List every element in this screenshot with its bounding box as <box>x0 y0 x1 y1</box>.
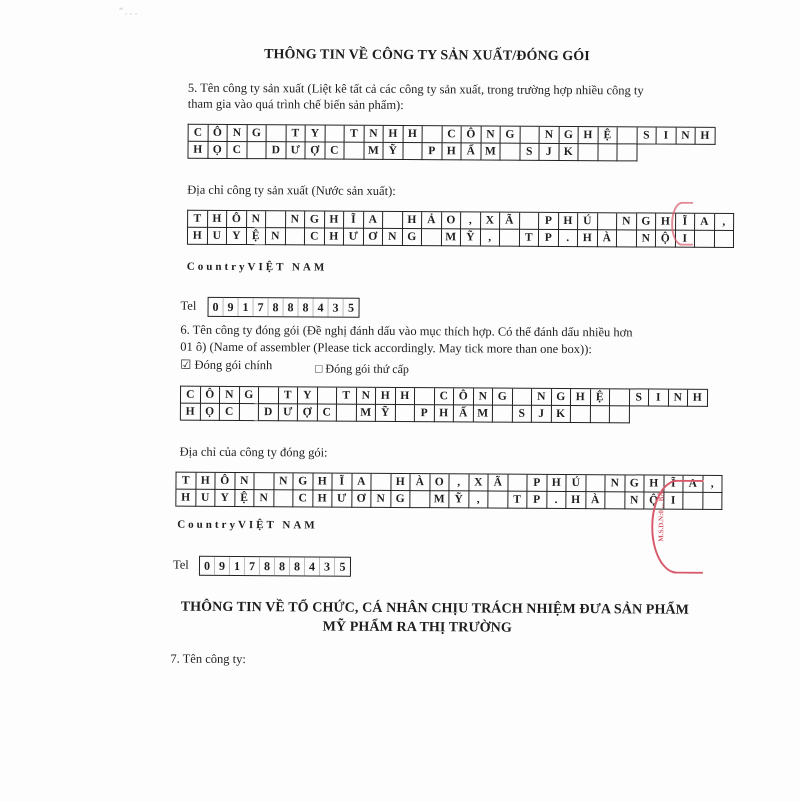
grid-cell: H <box>644 475 664 492</box>
grid-cell: X <box>481 212 501 229</box>
grid-cell: Ẩ <box>461 143 481 160</box>
grid-cell: H <box>403 212 423 229</box>
assembler-tel-box <box>199 556 351 577</box>
manufacturer-address-label: Địa chỉ công ty sản xuất (Nước sản xuất): <box>187 182 396 198</box>
grid-cell: Ĩ <box>664 476 684 493</box>
grid-cell: M <box>473 405 493 422</box>
grid-cell <box>618 127 638 144</box>
grid-cell: Ô <box>454 388 474 405</box>
grid-cell: . <box>547 492 567 509</box>
grid-cell: C <box>317 404 337 421</box>
grid-cell: H <box>571 389 591 406</box>
grid-cell: N <box>625 492 645 509</box>
grid-cell: T <box>337 388 357 405</box>
grid-cell: C <box>220 404 240 421</box>
grid-cell: G <box>559 127 579 144</box>
grid-cell <box>520 127 540 144</box>
grid-cell: Ọ <box>200 404 220 421</box>
grid-cell <box>500 230 520 247</box>
manufacturer-name-grid <box>187 124 715 162</box>
grid-cell: N <box>540 127 560 144</box>
grid-cell: J <box>532 406 552 423</box>
grid-cell: H <box>181 404 201 421</box>
grid-cell <box>714 231 734 248</box>
grid-cell: H <box>403 126 423 143</box>
q5-text-line1: 5. Tên công ty sản xuất (Liệt kê tất cả các công ty sản xuất, trong trường hợp nhiều công ty <box>187 80 644 98</box>
grid-cell: , <box>461 212 481 229</box>
grid-cell: G <box>391 491 411 508</box>
grid-cell: S <box>512 406 532 423</box>
grid-cell: T <box>286 125 306 142</box>
grid-cell: H <box>188 228 208 245</box>
grid-cell: H <box>391 474 411 491</box>
grid-cell <box>285 228 305 245</box>
grid-cell: H <box>313 473 333 490</box>
grid-cell: J <box>539 144 559 161</box>
tel-digit: 7 <box>254 298 269 316</box>
tel-digit: 0 <box>200 557 215 575</box>
section-title-responsible-line1: THÔNG TIN VỀ TỔ CHỨC, CÁ NHÂN CHỊU TRÁCH NHIỆM ĐƯA SẢN PHẨM <box>180 599 690 618</box>
grid-cell: Ĩ <box>676 214 696 231</box>
grid-cell: N <box>383 229 403 246</box>
grid-cell <box>598 144 618 161</box>
tel-digit: 5 <box>348 300 355 315</box>
grid-cell: H <box>384 126 404 143</box>
grid-cell <box>703 493 723 510</box>
grid-cell <box>605 492 625 509</box>
grid-cell: A <box>683 476 703 493</box>
grid-cell: G <box>493 389 513 406</box>
grid-cell: G <box>637 213 657 230</box>
grid-cell: M <box>364 143 384 160</box>
grid-cell: Ộ <box>644 492 664 509</box>
grid-cell: G <box>305 211 325 228</box>
grid-cell: C <box>189 125 209 142</box>
tel-digit: 3 <box>329 299 344 317</box>
assembler-address-grid <box>175 472 722 510</box>
grid-row <box>181 404 708 424</box>
grid-cell <box>500 144 520 161</box>
grid-cell: P <box>415 405 435 422</box>
grid-cell: Ộ <box>656 231 676 248</box>
grid-cell <box>317 387 337 404</box>
grid-cell: Ã <box>488 475 508 492</box>
grid-cell: N <box>605 475 625 492</box>
grid-cell <box>254 473 274 490</box>
grid-cell: O <box>442 212 462 229</box>
grid-row <box>188 142 715 162</box>
grid-cell: G <box>239 387 259 404</box>
grid-cell <box>488 492 508 509</box>
tel-digit: 9 <box>224 298 239 316</box>
tel-digit: 3 <box>320 558 335 576</box>
grid-cell: A <box>695 214 715 231</box>
grid-cell: P <box>527 475 547 492</box>
grid-cell: H <box>395 388 415 405</box>
grid-cell <box>695 231 715 248</box>
grid-cell: K <box>551 406 571 423</box>
grid-cell <box>590 406 610 423</box>
grid-cell: Ỹ <box>449 491 469 508</box>
grid-cell <box>512 389 532 406</box>
grid-cell: Ệ <box>246 228 266 245</box>
grid-cell: Ợ <box>305 142 325 159</box>
tel-digit: 8 <box>290 557 305 575</box>
grid-cell: H <box>208 211 228 228</box>
grid-cell: H <box>656 214 676 231</box>
grid-cell: C <box>325 143 345 160</box>
grid-cell <box>337 405 357 422</box>
grid-cell: Ú <box>578 213 598 230</box>
grid-cell: H <box>566 492 586 509</box>
manufacturer-country: CountryVIỆT NAM <box>186 260 328 274</box>
header-scribble: " . . . <box>118 6 138 18</box>
grid-cell: P <box>422 143 442 160</box>
grid-cell: N <box>473 388 493 405</box>
grid-cell <box>403 143 423 160</box>
grid-cell: Ơ <box>352 491 372 508</box>
grid-cell: G <box>293 473 313 490</box>
grid-cell: C <box>181 387 201 404</box>
tel-digit: 7 <box>245 557 260 575</box>
grid-cell <box>247 142 267 159</box>
q6-text-line1: 6. Tên công ty đóng gói (Đề nghị đánh dấu vào mục thích hợp. Có thể đánh dấu nhiều hơn <box>180 322 633 340</box>
grid-cell: N <box>481 126 501 143</box>
grid-cell <box>395 405 415 422</box>
grid-cell: D <box>259 404 279 421</box>
tel-digit: 0 <box>209 298 224 316</box>
grid-cell: I <box>664 493 684 510</box>
grid-cell: N <box>274 473 294 490</box>
grid-cell: C <box>293 490 313 507</box>
grid-cell: Ệ <box>598 127 618 144</box>
assembler-tel-label: Tel <box>172 557 189 572</box>
grid-cell: N <box>235 473 255 490</box>
grid-cell <box>371 474 391 491</box>
grid-cell: H <box>176 490 196 507</box>
tel-digit: 1 <box>239 298 254 316</box>
grid-cell: M <box>481 143 501 160</box>
grid-cell: H <box>547 475 567 492</box>
grid-cell: Ệ <box>235 490 255 507</box>
grid-cell: À <box>586 492 606 509</box>
stamp-text: M.S.D.N:0 ... BẮ <box>657 491 666 542</box>
grid-row <box>176 490 722 510</box>
grid-cell: Ỹ <box>383 143 403 160</box>
grid-cell: C <box>442 126 462 143</box>
grid-cell: H <box>578 230 598 247</box>
grid-cell: H <box>442 143 462 160</box>
grid-cell: Y <box>215 490 235 507</box>
grid-cell: Ư <box>332 491 352 508</box>
grid-cell: Ợ <box>298 404 318 421</box>
grid-cell: N <box>254 490 274 507</box>
grid-cell: G <box>402 229 422 246</box>
grid-cell: , <box>469 491 489 508</box>
grid-cell <box>274 490 294 507</box>
grid-cell: Ĩ <box>332 474 352 491</box>
grid-row <box>188 228 734 248</box>
grid-cell: Y <box>298 387 318 404</box>
grid-cell <box>259 387 279 404</box>
tel-digit: 8 <box>269 298 284 316</box>
manufacturer-tel-box <box>208 297 360 318</box>
grid-cell: Ư <box>278 404 298 421</box>
grid-cell: U <box>207 228 227 245</box>
grid-cell: Ệ <box>590 389 610 406</box>
grid-cell: , <box>703 476 723 493</box>
grid-cell: N <box>676 128 696 145</box>
tel-digit: 5 <box>339 559 346 574</box>
grid-cell: H <box>325 212 345 229</box>
manufacturer-address-grid <box>187 210 734 248</box>
grid-cell: H <box>559 213 579 230</box>
grid-cell: S <box>629 389 649 406</box>
grid-cell: C <box>305 228 325 245</box>
grid-cell: À <box>410 474 430 491</box>
grid-cell: Ỹ <box>376 405 396 422</box>
grid-cell: N <box>371 491 391 508</box>
grid-cell: Ơ <box>363 229 383 246</box>
grid-cell: U <box>196 490 216 507</box>
grid-cell: H <box>313 490 333 507</box>
tel-digit: 4 <box>314 298 329 316</box>
grid-cell: À <box>597 230 617 247</box>
grid-cell: I <box>675 231 695 248</box>
grid-cell: Ư <box>344 229 364 246</box>
grid-cell <box>267 125 287 142</box>
grid-cell: , <box>715 214 735 231</box>
tel-digit: 4 <box>305 557 320 575</box>
grid-cell: T <box>188 211 208 228</box>
assembler-address-label: Địa chỉ của công ty đóng gói: <box>179 444 328 460</box>
grid-cell: D <box>266 142 286 159</box>
grid-cell: Ô <box>200 387 220 404</box>
grid-cell: Ả <box>422 212 442 229</box>
grid-cell <box>239 404 259 421</box>
grid-cell: P <box>539 230 559 247</box>
grid-cell: Ọ <box>208 142 228 159</box>
grid-cell: I <box>657 128 677 145</box>
grid-cell: M <box>430 491 450 508</box>
section-title-manufacturer: THÔNG TIN VỀ CÔNG TY SẢN XUẤT/ĐÓNG GÓI <box>264 47 590 65</box>
grid-cell <box>578 144 598 161</box>
tel-digit: 9 <box>215 557 230 575</box>
grid-cell: N <box>228 125 248 142</box>
grid-cell: Y <box>306 125 326 142</box>
grid-cell: M <box>441 229 461 246</box>
grid-cell: N <box>617 213 637 230</box>
manufacturer-tel-label: Tel <box>180 298 197 313</box>
tel-digit: 8 <box>260 557 275 575</box>
grid-cell: Ỹ <box>461 229 481 246</box>
grid-cell: T <box>519 230 539 247</box>
grid-cell: C <box>434 388 454 405</box>
grid-cell: Ô <box>208 125 228 142</box>
tel-digit: 8 <box>299 298 314 316</box>
grid-cell <box>493 406 513 423</box>
assembler-name-grid <box>180 386 708 424</box>
grid-cell: S <box>637 127 657 144</box>
assembler-country: CountryVIỆT NAM <box>177 518 318 532</box>
grid-cell: P <box>527 492 547 509</box>
grid-cell: , <box>480 229 500 246</box>
grid-cell: Ô <box>227 211 247 228</box>
section-title-responsible-line2: MỸ PHẨM RA THỊ TRƯỜNG <box>322 619 512 636</box>
grid-cell: S <box>520 144 540 161</box>
grid-cell: H <box>696 128 716 145</box>
grid-cell <box>344 143 364 160</box>
grid-cell: X <box>469 474 489 491</box>
grid-cell: O <box>430 474 450 491</box>
grid-cell: N <box>356 388 376 405</box>
grid-cell <box>422 229 442 246</box>
grid-cell: Ã <box>500 213 520 230</box>
q5-text-line2: tham gia vào quá trình chế biến sản phẩm): <box>187 96 404 113</box>
grid-cell: N <box>286 211 306 228</box>
tel-digit: 8 <box>275 557 290 575</box>
grid-cell <box>410 491 430 508</box>
q7-company-name-label: 7. Tên công ty: <box>170 651 246 667</box>
grid-cell: H <box>324 229 344 246</box>
grid-cell <box>598 213 618 230</box>
grid-cell: G <box>551 389 571 406</box>
grid-cell <box>266 211 286 228</box>
grid-cell: N <box>266 228 286 245</box>
grid-cell: C <box>227 142 247 159</box>
grid-cell: N <box>668 390 688 407</box>
grid-cell: M <box>356 405 376 422</box>
grid-cell: N <box>364 126 384 143</box>
grid-cell: Ẩ <box>454 405 474 422</box>
grid-cell <box>383 212 403 229</box>
grid-cell: T <box>345 126 365 143</box>
grid-cell: G <box>625 475 645 492</box>
grid-cell: Ĩ <box>344 212 364 229</box>
grid-cell: H <box>688 390 708 407</box>
grid-cell: Ô <box>462 126 482 143</box>
grid-cell: K <box>559 144 579 161</box>
grid-cell <box>610 389 630 406</box>
grid-cell: H <box>196 473 216 490</box>
grid-cell: Ú <box>566 475 586 492</box>
primary-packaging-checkbox[interactable]: ☑ Đóng gói chính <box>180 357 273 373</box>
red-stamp-partial <box>671 202 693 246</box>
grid-cell: H <box>579 127 599 144</box>
q6-text-line2: 01 ô) (Name of assembler (Please tick accordingly. May tick more than one box)): <box>180 339 592 357</box>
grid-cell: . <box>558 230 578 247</box>
grid-cell: H <box>376 388 396 405</box>
grid-cell: G <box>501 127 521 144</box>
grid-cell: Y <box>227 228 247 245</box>
grid-cell: H <box>188 142 208 159</box>
grid-cell: , <box>449 474 469 491</box>
grid-cell <box>423 126 443 143</box>
grid-cell: I <box>649 390 669 407</box>
grid-cell: Ô <box>215 473 235 490</box>
grid-cell <box>571 406 591 423</box>
grid-cell <box>508 475 528 492</box>
secondary-packaging-checkbox[interactable]: □ Đóng gói thứ cấp <box>315 361 409 377</box>
grid-cell <box>617 144 637 161</box>
grid-cell: A <box>352 474 372 491</box>
grid-cell <box>610 406 630 423</box>
grid-cell: A <box>364 212 384 229</box>
grid-cell: N <box>220 387 240 404</box>
grid-cell <box>586 475 606 492</box>
red-stamp <box>651 480 704 574</box>
grid-cell: Ư <box>286 142 306 159</box>
grid-cell <box>415 388 435 405</box>
grid-cell: N <box>532 389 552 406</box>
tel-digit: 1 <box>230 557 245 575</box>
grid-cell <box>520 213 540 230</box>
grid-cell: N <box>636 230 656 247</box>
grid-cell: G <box>247 125 267 142</box>
grid-cell: T <box>508 492 528 509</box>
grid-cell <box>325 126 345 143</box>
grid-cell <box>617 230 637 247</box>
tel-digit: 8 <box>284 298 299 316</box>
grid-cell: N <box>247 211 267 228</box>
grid-cell: H <box>434 405 454 422</box>
grid-cell: T <box>176 473 196 490</box>
grid-cell: P <box>539 213 559 230</box>
grid-cell: T <box>278 387 298 404</box>
